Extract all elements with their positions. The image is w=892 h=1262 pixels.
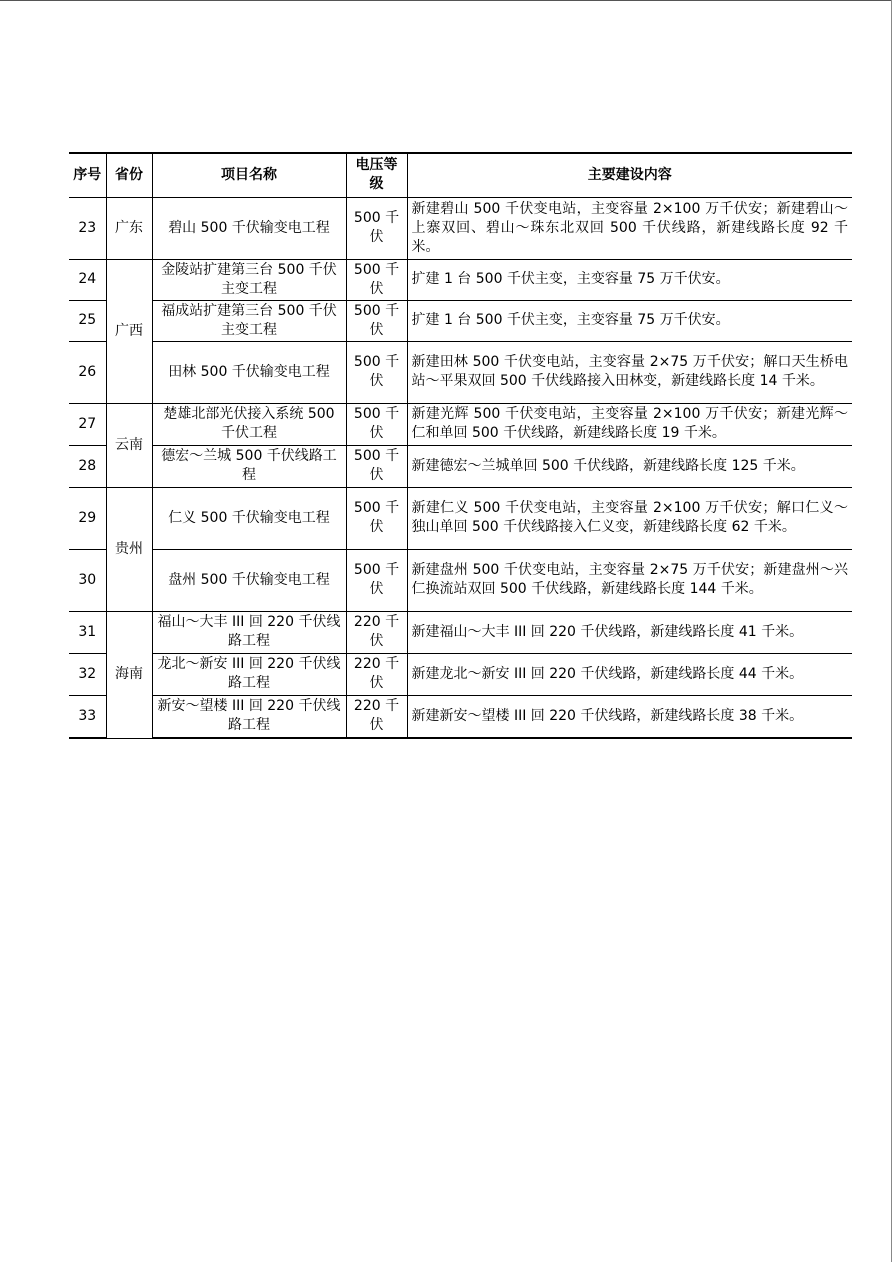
table-row bbox=[69, 549, 852, 611]
cell-content: 扩建 1 台 500 千伏主变，主变容量 75 万千伏安。 bbox=[407, 300, 852, 341]
cell-name: 龙北～新安 III 回 220 千伏线路工程 bbox=[152, 653, 346, 695]
cell-content: 新建福山～大丰 III 回 220 千伏线路，新建线路长度 41 千米。 bbox=[407, 611, 852, 653]
header-name: 项目名称 bbox=[152, 153, 346, 197]
cell-name: 德宏～兰城 500 千伏线路工程 bbox=[152, 445, 346, 487]
cell-content: 新建碧山 500 千伏变电站，主变容量 2×100 万千伏安；新建碧山～上寨双回、碧山～珠东北双回 500 千伏线路，新建线路长度 92 千米。 bbox=[407, 197, 852, 259]
cell-voltage: 500 千伏 bbox=[346, 300, 407, 341]
cell-province: 海南 bbox=[106, 611, 152, 738]
cell-voltage: 500 千伏 bbox=[346, 403, 407, 445]
cell-content: 新建盘州 500 千伏变电站，主变容量 2×75 万千伏安；新建盘州～兴仁换流站双回 500 千伏线路，新建线路长度 144 千米。 bbox=[407, 549, 852, 611]
table-row bbox=[69, 695, 852, 738]
cell-seq: 29 bbox=[69, 487, 106, 549]
table-row bbox=[69, 487, 852, 549]
cell-voltage: 500 千伏 bbox=[346, 445, 407, 487]
cell-content: 新建田林 500 千伏变电站，主变容量 2×75 万千伏安；解口天生桥电站～平果双回 500 千伏线路接入田林变，新建线路长度 14 千米。 bbox=[407, 341, 852, 403]
cell-content: 扩建 1 台 500 千伏主变，主变容量 75 万千伏安。 bbox=[407, 259, 852, 300]
header-province: 省份 bbox=[106, 153, 152, 197]
table-row bbox=[69, 445, 852, 487]
cell-name: 福成站扩建第三台 500 千伏主变工程 bbox=[152, 300, 346, 341]
cell-voltage: 220 千伏 bbox=[346, 611, 407, 653]
header-voltage: 电压等级 bbox=[346, 153, 407, 197]
cell-content: 新建龙北～新安 III 回 220 千伏线路，新建线路长度 44 千米。 bbox=[407, 653, 852, 695]
table-row bbox=[69, 653, 852, 695]
table-row bbox=[69, 259, 852, 300]
cell-seq: 30 bbox=[69, 549, 106, 611]
cell-name: 碧山 500 千伏输变电工程 bbox=[152, 197, 346, 259]
cell-content: 新建德宏～兰城单回 500 千伏线路，新建线路长度 125 千米。 bbox=[407, 445, 852, 487]
cell-seq: 27 bbox=[69, 403, 106, 445]
cell-seq: 33 bbox=[69, 695, 106, 738]
project-table bbox=[69, 152, 852, 739]
cell-name: 仁义 500 千伏输变电工程 bbox=[152, 487, 346, 549]
cell-seq: 25 bbox=[69, 300, 106, 341]
header-content: 主要建设内容 bbox=[407, 153, 852, 197]
cell-province: 云南 bbox=[106, 403, 152, 487]
table-row bbox=[69, 197, 852, 259]
cell-name: 金陵站扩建第三台 500 千伏主变工程 bbox=[152, 259, 346, 300]
cell-seq: 28 bbox=[69, 445, 106, 487]
table-row bbox=[69, 403, 852, 445]
cell-seq: 24 bbox=[69, 259, 106, 300]
table-row bbox=[69, 300, 852, 341]
cell-name: 盘州 500 千伏输变电工程 bbox=[152, 549, 346, 611]
cell-name: 福山～大丰 III 回 220 千伏线路工程 bbox=[152, 611, 346, 653]
cell-voltage: 500 千伏 bbox=[346, 487, 407, 549]
cell-voltage: 220 千伏 bbox=[346, 695, 407, 738]
table-row bbox=[69, 611, 852, 653]
cell-voltage: 500 千伏 bbox=[346, 341, 407, 403]
header-seq: 序号 bbox=[69, 153, 106, 197]
cell-content: 新建仁义 500 千伏变电站，主变容量 2×100 万千伏安；解口仁义～独山单回 500 千伏线路接入仁义变，新建线路长度 62 千米。 bbox=[407, 487, 852, 549]
cell-name: 楚雄北部光伏接入系统 500 千伏工程 bbox=[152, 403, 346, 445]
cell-voltage: 500 千伏 bbox=[346, 259, 407, 300]
cell-name: 新安～望楼 III 回 220 千伏线路工程 bbox=[152, 695, 346, 738]
cell-seq: 23 bbox=[69, 197, 106, 259]
cell-content: 新建光辉 500 千伏变电站，主变容量 2×100 万千伏安；新建光辉～仁和单回 500 千伏线路，新建线路长度 19 千米。 bbox=[407, 403, 852, 445]
cell-seq: 26 bbox=[69, 341, 106, 403]
cell-voltage: 500 千伏 bbox=[346, 197, 407, 259]
cell-province: 广西 bbox=[106, 259, 152, 403]
cell-province: 贵州 bbox=[106, 487, 152, 611]
cell-content: 新建新安～望楼 III 回 220 千伏线路，新建线路长度 38 千米。 bbox=[407, 695, 852, 738]
cell-voltage: 220 千伏 bbox=[346, 653, 407, 695]
cell-seq: 32 bbox=[69, 653, 106, 695]
cell-seq: 31 bbox=[69, 611, 106, 653]
cell-voltage: 500 千伏 bbox=[346, 549, 407, 611]
table-row bbox=[69, 341, 852, 403]
top-border bbox=[0, 0, 892, 1]
table-header-row bbox=[69, 153, 852, 197]
cell-province: 广东 bbox=[106, 197, 152, 259]
cell-name: 田林 500 千伏输变电工程 bbox=[152, 341, 346, 403]
